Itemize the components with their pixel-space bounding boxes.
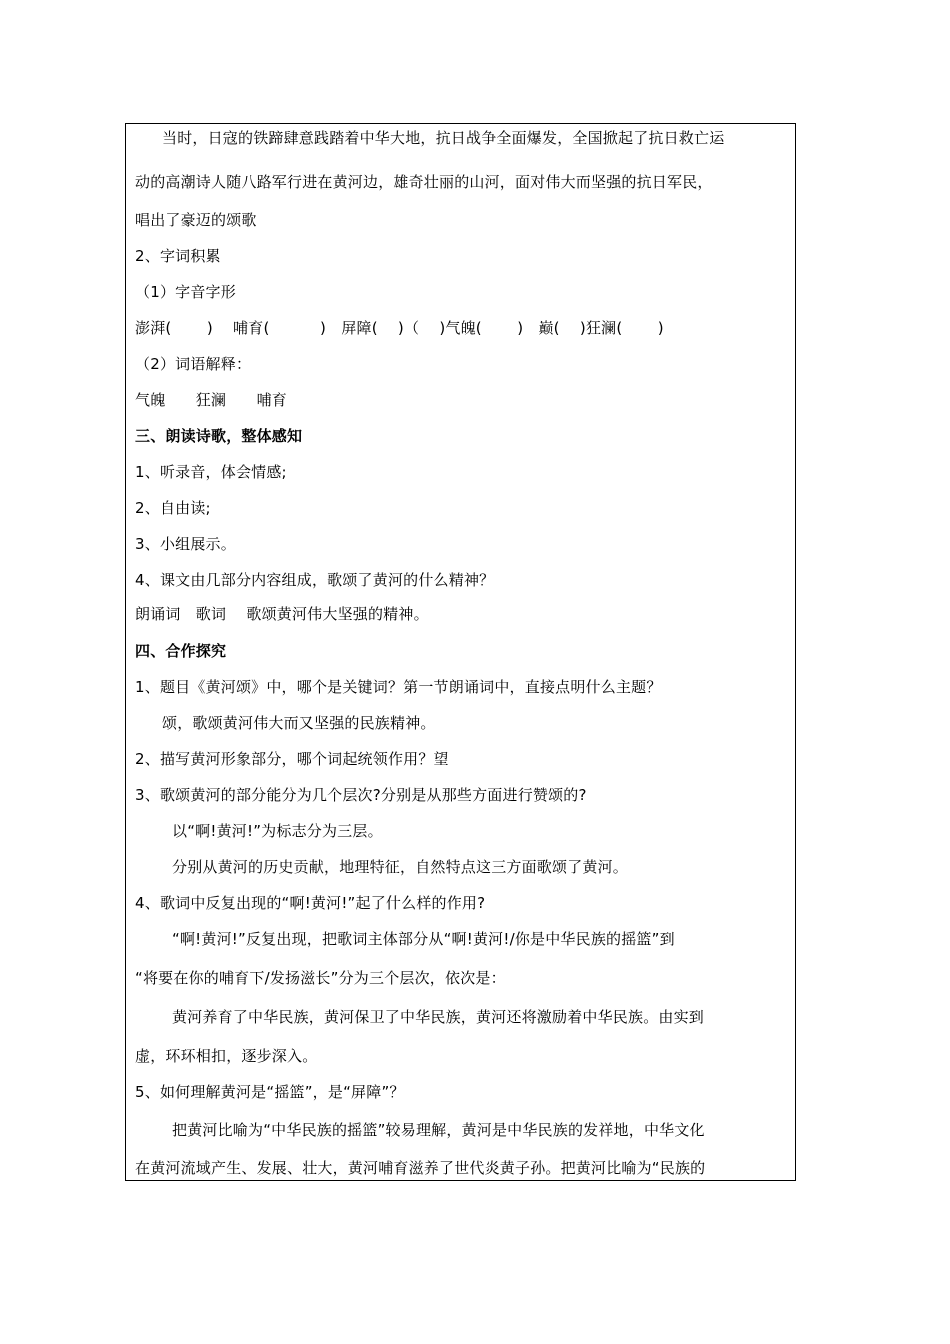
question-2: 2、描写黄河形象部分，哪个词起统领作用？望 [135,750,449,768]
question-4: 4、歌词中反复出现的“啊!黄河!”起了什么样的作用? [135,894,486,912]
pronunciation-blanks: 澎湃( ) 哺育( ) 屏障( )（ )气魄( ) 巅( )狂澜( ) [135,319,664,337]
answer-4-line-2: “将要在你的哺育下/发扬滋长”分为三个层次，依次是： [135,969,506,987]
subsection-pronunciation: （1）字音字形 [135,283,236,301]
answer-3b: 分别从黄河的历史贡献，地理特征，自然特点这三方面歌颂了黄河。 [172,858,629,876]
list-item: 1、听录音，体会情感; [135,463,287,481]
word-list: 气魄 狂澜 哺育 [135,391,288,409]
paragraph-line-3: 唱出了豪迈的颂歌 [135,211,257,229]
list-item: 2、自由读; [135,499,211,517]
answer-5-line-2: 在黄河流域产生、发展、壮大，黄河哺育滋养了世代炎黄子孙。把黄河比喻为“民族的 [135,1159,706,1177]
list-item: 3、小组展示。 [135,535,236,553]
section-heading-4: 四、合作探究 [135,642,227,660]
answer-3a: 以“啊!黄河!”为标志分为三层。 [172,822,383,840]
paragraph-line-1: 当时，日寇的铁蹄肆意践踏着中华大地，抗日战争全面爆发，全国掀起了抗日救亡运 [162,129,725,147]
answer-4-line-1: “啊!黄河!”反复出现，把歌词主体部分从“啊!黄河!/你是中华民族的摇篮”到 [172,930,675,948]
question-3: 3、歌颂黄河的部分能分为几个层次?分别是从那些方面进行赞颂的? [135,786,587,804]
answer-5-line-1: 把黄河比喻为“中华民族的摇篮”较易理解，黄河是中华民族的发祥地，中华文化 [172,1121,705,1139]
section-heading-3: 三、朗读诗歌，整体感知 [135,427,303,445]
question-5: 5、如何理解黄河是“摇篮”，是“屏障”？ [135,1083,405,1101]
paragraph-line-2: 动的高潮诗人随八路军行进在黄河边，雄奇壮丽的山河，面对伟大而坚强的抗日军民， [135,173,713,191]
list-item: 4、课文由几部分内容组成，歌颂了黄河的什么精神？ [135,571,495,589]
section-vocabulary: 2、字词积累 [135,247,221,265]
subsection-word-explanation: （2）词语解释： [135,355,252,373]
answer-1: 颂，歌颂黄河伟大而又坚强的民族精神。 [162,714,436,732]
answer-4-line-4: 虚，环环相扣，逐步深入。 [135,1047,318,1065]
answer-4-line-3: 黄河养育了中华民族，黄河保卫了中华民族，黄河还将激励着中华民族。由实到 [172,1008,705,1026]
answer-text: 朗诵词 歌词 歌颂黄河伟大坚强的精神。 [135,605,429,623]
question-1: 1、题目《黄河颂》中，哪个是关键词？第一节朗诵词中，直接点明什么主题？ [135,678,662,696]
